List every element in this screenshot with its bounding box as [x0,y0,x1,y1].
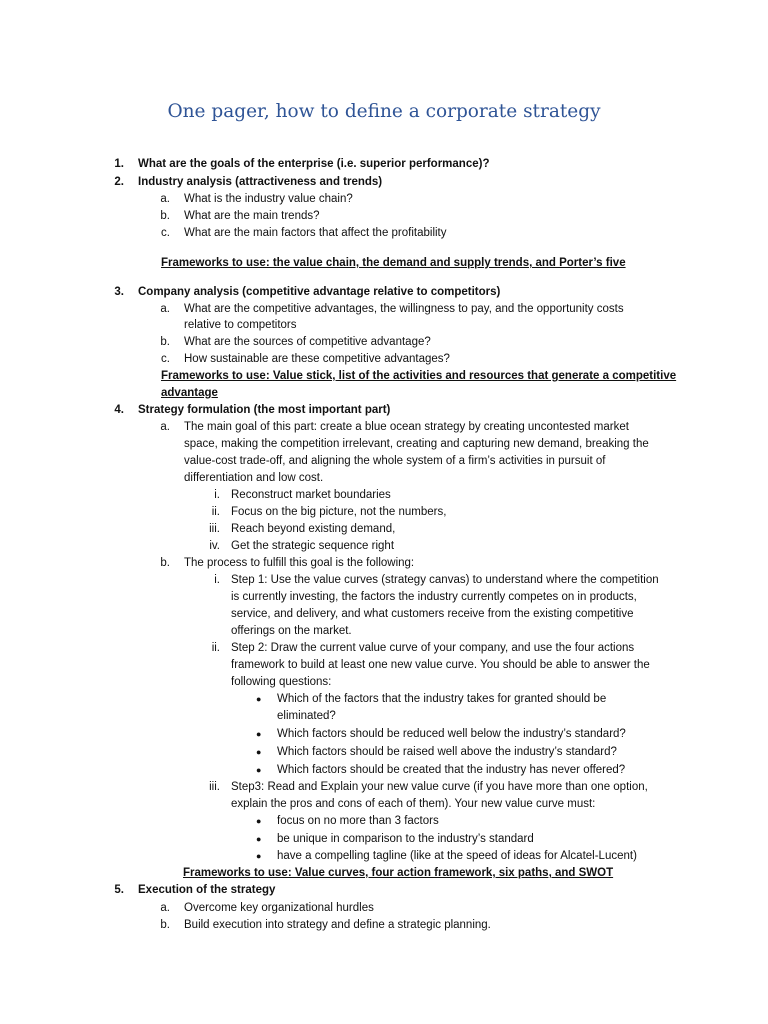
sub-list-item: Get the strategic sequence right [231,540,395,552]
sub-list-item-continuation: offerings on the market. [231,625,352,637]
bullet-icon: ● [256,851,262,861]
list-marker: a. [160,902,170,914]
section-2-heading: Industry analysis (attractiveness and trends) [138,176,383,188]
frameworks-note-section-3-continuation: advantage [161,387,218,399]
sub-list-item: Step 1: Use the value curves (strategy canvas) to understand where the competition [231,574,659,586]
sub-list-item-continuation: service, and delivery, and what customers receive from the existing competitive [231,608,634,620]
frameworks-note-section-4: Frameworks to use: Value curves, four action framework, six paths, and SWOT [183,867,614,879]
bullet-item: be unique in comparison to the industry’s standard [277,833,534,845]
bullet-item-continuation: eliminated? [277,710,336,722]
roman-marker: ii. [211,642,220,654]
list-marker: a. [160,193,170,205]
sub-list-item-continuation: is currently investing, the factors the industry currently competes on in products, [231,591,637,603]
list-item: Build execution into strategy and define a strategic planning. [184,919,491,931]
sub-list-item-continuation: framework to build at least one new value curve. You should be able to answer the [231,659,650,671]
list-item: What are the competitive advantages, the willingness to pay, and the opportunity costs [184,303,624,315]
bullet-icon: ● [256,816,262,826]
list-item-continuation: differentiation and low cost. [184,472,324,484]
list-item: What are the main factors that affect the profitability [184,227,447,239]
bullet-item: Which factors should be raised well above the industry’s standard? [277,746,617,758]
sub-list-item: Reach beyond existing demand, [231,523,396,535]
section-4-heading: Strategy formulation (the most important part) [138,404,391,416]
bullet-icon: ● [256,694,262,704]
list-marker: b. [160,210,170,222]
frameworks-note-section-3: Frameworks to use: Value stick, list of the activities and resources that generate a competitive [161,370,677,382]
roman-marker: iii. [209,523,220,535]
bullet-icon: ● [256,765,262,775]
sub-list-item: Focus on the big picture, not the numbers, [231,506,447,518]
list-marker: c. [161,227,170,239]
section-3-heading: Company analysis (competitive advantage relative to competitors) [138,286,501,298]
roman-marker: i. [214,574,220,586]
list-item-continuation: relative to competitors [184,319,297,331]
bullet-item: Which factors should be created that the industry has never offered? [277,764,626,776]
sub-list-item: Reconstruct market boundaries [231,489,391,501]
bullet-icon: ● [256,834,262,844]
list-item: What are the sources of competitive advantage? [184,336,431,348]
bullet-item: Which factors should be reduced well below the industry’s standard? [277,728,626,740]
roman-marker: iii. [209,781,220,793]
sub-list-item-continuation: following questions: [231,676,332,688]
list-marker: a. [160,421,170,433]
list-marker: c. [161,353,170,365]
list-item: What is the industry value chain? [184,193,353,205]
list-item-continuation: space, making the competition irrelevant, creating and capturing new demand, breaking the [184,438,649,450]
list-marker: b. [160,336,170,348]
roman-marker: ii. [211,506,220,518]
sub-list-item: Step 2: Draw the current value curve of your company, and use the four actions [231,642,635,654]
bullet-icon: ● [256,747,262,757]
list-item: The main goal of this part: create a blue ocean strategy by creating uncontested market [184,421,629,433]
bullet-item: Which of the factors that the industry takes for granted should be [277,693,607,705]
bullet-item: focus on no more than 3 factors [277,815,439,827]
list-item: What are the main trends? [184,210,320,222]
section-1-number: 1. [114,158,124,170]
page-title: One pager, how to define a corporate strategy [167,101,601,122]
section-1-heading: What are the goals of the enterprise (i.e. superior performance)? [138,158,490,170]
list-item: How sustainable are these competitive advantages? [184,353,450,365]
section-2-number: 2. [114,176,124,188]
roman-marker: iv. [209,540,220,552]
list-marker: a. [160,303,170,315]
roman-marker: i. [214,489,220,501]
bullet-item: have a compelling tagline (like at the speed of ideas for Alcatel-Lucent) [277,850,637,862]
frameworks-note-section-2: Frameworks to use: the value chain, the demand and supply trends, and Porter’s five [161,257,626,269]
list-item-continuation: value-cost trade-off, and aligning the whole system of a firm’s activities in pursuit of [184,455,606,467]
bullet-icon: ● [256,729,262,739]
sub-list-item-continuation: explain the pros and cons of each of them). Your new value curve must: [231,798,596,810]
list-marker: b. [160,557,170,569]
section-3-number: 3. [114,286,124,298]
list-item: Overcome key organizational hurdles [184,902,374,914]
section-5-heading: Execution of the strategy [138,884,276,896]
list-item: The process to fulfill this goal is the following: [184,557,415,569]
list-marker: b. [160,919,170,931]
section-5-number: 5. [114,884,124,896]
section-4-number: 4. [114,404,124,416]
sub-list-item: Step3: Read and Explain your new value curve (if you have more than one option, [231,781,648,793]
